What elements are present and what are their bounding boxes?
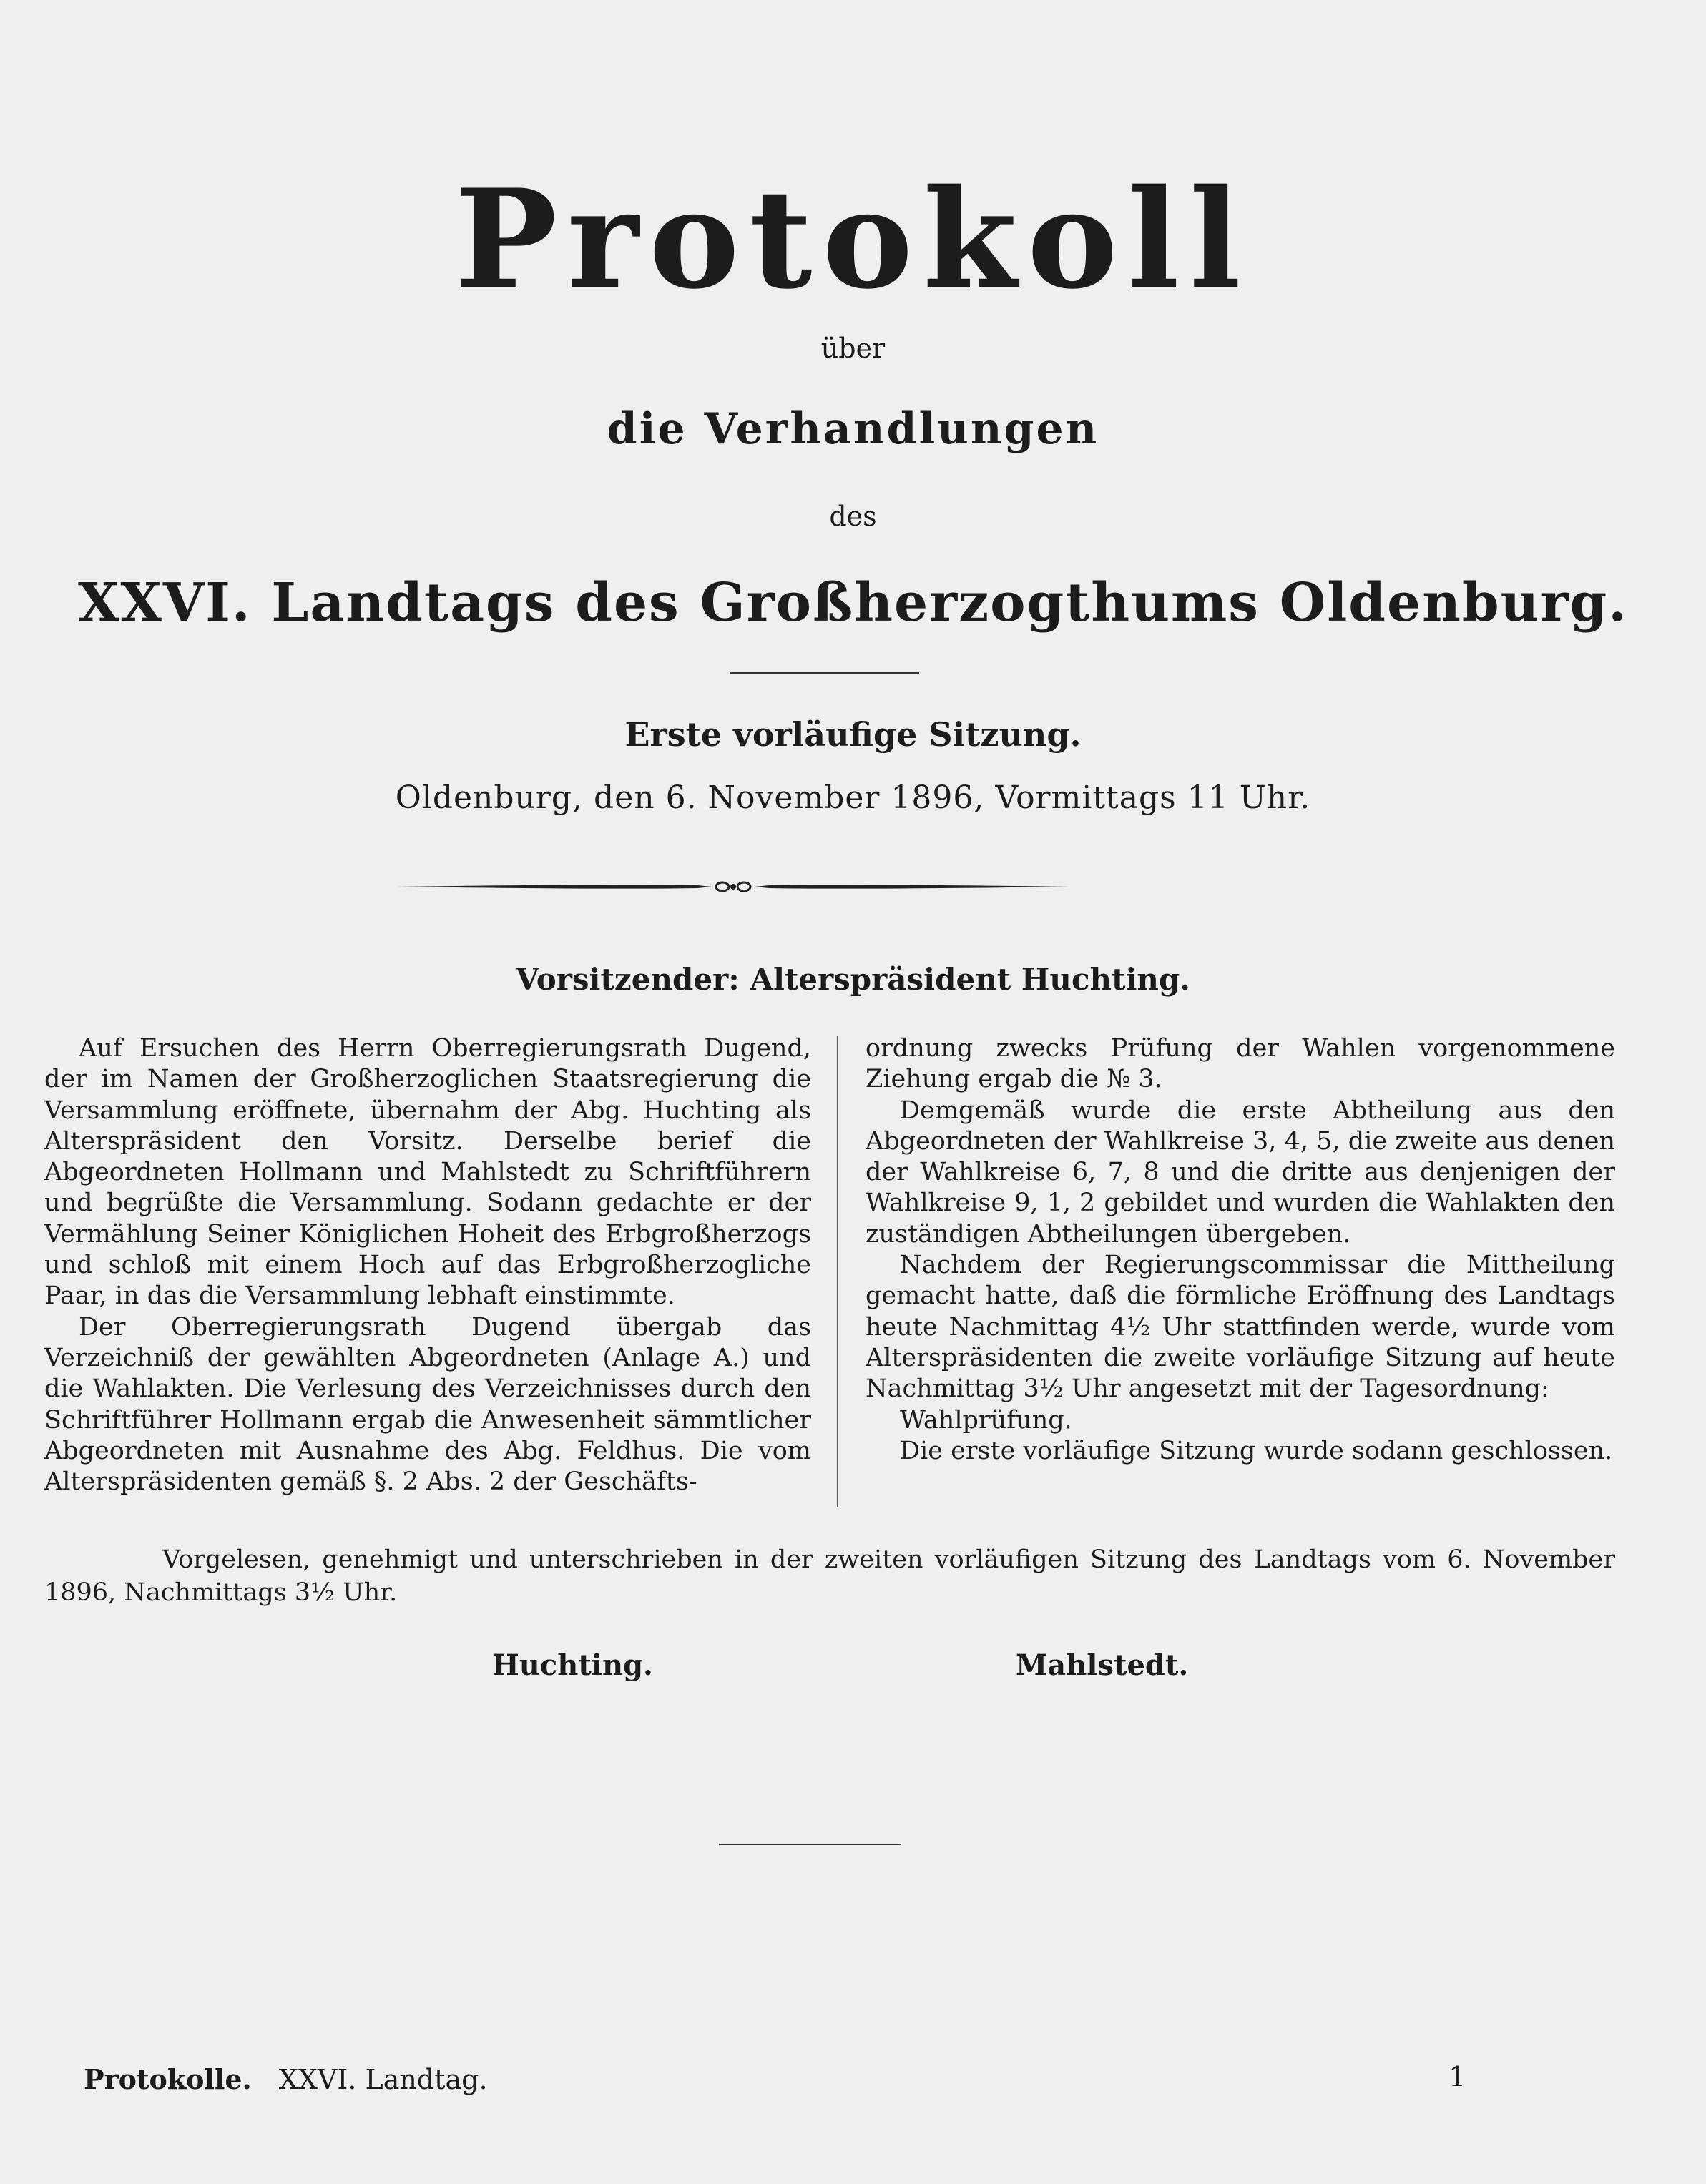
- title-connector-des: des: [829, 501, 877, 532]
- footer-volume: XXVI. Landtag.: [278, 2064, 488, 2095]
- ornament-divider: [397, 877, 1069, 897]
- title-connector-ueber: über: [820, 333, 886, 364]
- chair-line: Vorsitzender: Alterspräsident Huchting.: [516, 962, 1190, 997]
- left-paragraph-1: Auf Ersuchen des Herrn Oberregierungsrath Dugend, der im Namen der Großherzoglichen Staatsregierung die Versammlung eröffnete, übernahm der Abg. Huchting als Alterspräsident den Vorsitz. Derselbe berief die Abgeordneten Hollmann und Mahlstedt zu Schriftführern und begrüßte die Versammlung. Sodann gedachte er der Vermählung Seiner Königlichen Hoheit des Erbgroßherzogs und schloß mit einem Hoch auf das Erbgroßherzogliche Paar, in das die Versammlung lebhaft einstimmte.: [44, 1034, 811, 1311]
- title-verhandlungen: die Verhandlungen: [607, 404, 1099, 454]
- closing-paragraph: Vorgelesen, genehmigt und unterschrieben in der zweiten vorläufigen Sitzung des Landtags vom 6. November 1896, Nachmittags 3½ Uhr.: [44, 1545, 1615, 1607]
- signature-right: Mahlstedt.: [1016, 1648, 1189, 1682]
- agenda-item: Wahlprüfung.: [900, 1405, 1072, 1435]
- page-number: 1: [1448, 2061, 1466, 2092]
- right-paragraph-5: Die erste vorläufige Sitzung wurde sodann geschlossen.: [900, 1436, 1613, 1465]
- right-paragraph-1: ordnung zwecks Prüfung der Wahlen vorgenommene Ziehung ergab die № 3.: [866, 1034, 1615, 1094]
- signature-left: Huchting.: [492, 1648, 653, 1682]
- place-date: Oldenburg, den 6. November 1896, Vormittags 11 Uhr.: [395, 779, 1311, 816]
- right-paragraph-2: Demgemäß wurde die erste Abtheilung aus den Abgeordneten der Wahlkreise 3, 4, 5, die zweite aus denen der Wahlkreise 6, 7, 8 und die dritte aus denjenigen der Wahlkreise 9, 1, 2 gebildet und wurden die Wahlakten den zuständigen Abtheilungen übergeben.: [866, 1096, 1615, 1249]
- title-landtag: XXVI. Landtags des Großherzogthums Oldenburg.: [78, 572, 1628, 634]
- session-title: Erste vorläufige Sitzung.: [624, 715, 1082, 754]
- footer-left: [84, 2063, 488, 2095]
- closing-note: [44, 1543, 1615, 1609]
- left-column: [44, 1033, 811, 1497]
- document-title: Protokoll: [455, 159, 1251, 319]
- column-divider: [837, 1036, 838, 1507]
- left-paragraph-2: Der Oberregierungsrath Dugend übergab das Verzeichniß der gewählten Abgeordneten (Anlage A.) und die Wahlakten. Die Verlesung des Verzeichnisses durch den Schriftführer Hollmann ergab die Anwesenheit sämmtlicher Abgeordneten mit Ausnahme des Abg. Feldhus. Die vom Alterspräsidenten gemäß §. 2 Abs. 2 der Geschäfts-: [44, 1312, 811, 1497]
- right-paragraph-3: Nachdem der Regierungscommissar die Mittheilung gemacht hatte, daß die förmliche Eröffnung des Landtags heute Nachmittag 4½ Uhr stattfinden werde, wurde vom Alterspräsidenten die zweite vorläufige Sitzung auf heute Nachmittag 3½ Uhr angesetzt mit der Tagesordnung:: [866, 1251, 1615, 1404]
- divider-footer: [719, 1844, 901, 1845]
- divider-short: [730, 672, 919, 674]
- right-column: [866, 1033, 1615, 1467]
- footer-label: Protokolle.: [84, 2063, 252, 2095]
